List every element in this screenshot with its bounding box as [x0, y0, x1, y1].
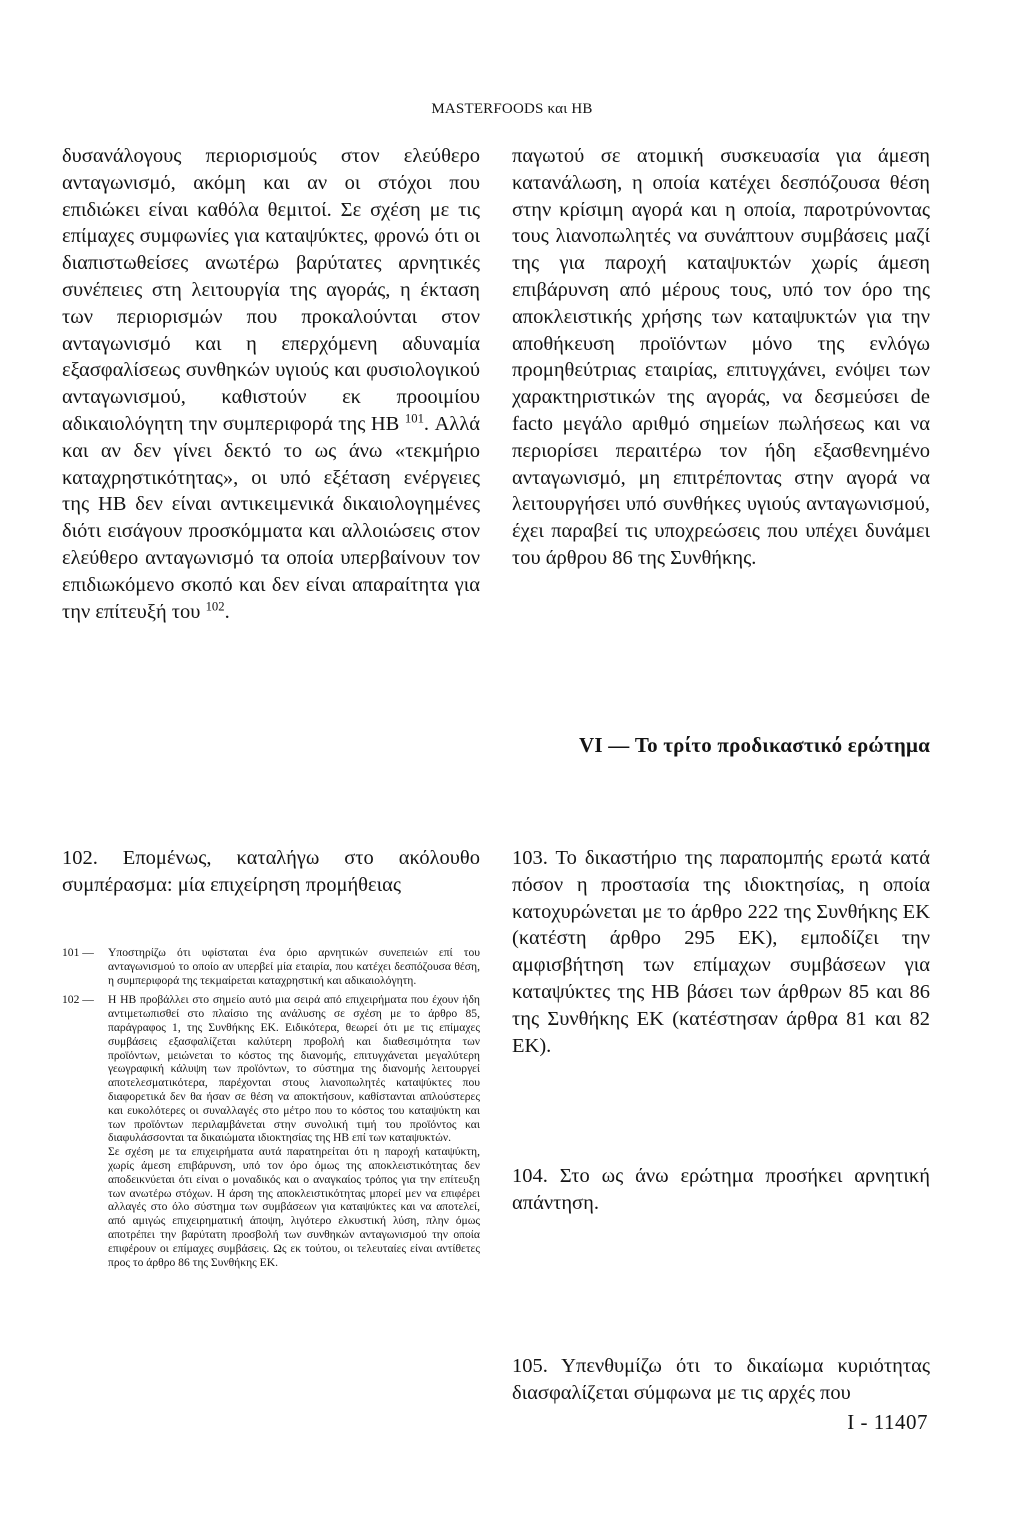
paragraph-continuation-left [62, 143, 480, 625]
footnote-continuation: Σε σχέση με τα επιχειρήματα αυτά παρατηρείται ότι η παροχή καταψύκτη, χωρίς άμεση επιβάρυνση, υπό τον όρο όμως της αποκλειστικότητας δεν αποδεικνύεται ότι είναι ο μοναδικός και ο αναγκαίος τρόπος για την επίτευξη των ανωτέρω στόχων. Η άρση της αποκλειστικότητας μπορεί μεν να επιφέρει αλλαγές στο όλο σύστημα των συμβάσεων για καταψύκτες και να αποτελεί, από αμιγώς επιχειρηματική άποψη, λιγότερο ελκυστική λύση, πλην όμως αποτρέπει την βαρύτατη προσβολή των συνθηκών ανταγωνισμού την οποία επιφέρουν οι επίμαχες συμβάσεις. Ως εκ τούτου, οι τελευταίες είναι αντίθετες προς το άρθρο 86 της Συνθήκης ΕΚ. [108, 1145, 480, 1269]
paragraph-105: 105. Υπενθυμίζω ότι το δικαίωμα κυριότητας διασφαλίζεται σύμφωνα με τις αρχές που [512, 1355, 930, 1404]
paragraph-103: 103. Το δικαστήριο της παραπομπής ερωτά κατά πόσον η προστασία της ιδιοκτησίας, η οποία κατοχυρώνεται με το άρθρο 222 της Συνθήκης ΕΚ (κατέστη άρθρο 295 ΕΚ), εμποδίζει την αμφισβήτηση των επίμαχων συμβάσεων για καταψύκτες της HB βάσει των άρθρων 85 και 86 της Συνθήκης ΕΚ (κατέστησαν άρθρα 81 και 82 ΕΚ). [512, 847, 930, 1057]
paragraph-102: 102. Επομένως, καταλήγω στο ακόλουθο συμπέρασμα: μία επιχείρηση προμήθειας [62, 847, 480, 896]
text-before-footnote-101: δυσανάλογους περιορισμούς στον ελεύθερο ανταγωνισμό, ακόμη και αν οι στόχοι που επιδιώκει είναι καθόλα θεμιτοί. Σε σχέση με τις επίμαχες συμφωνίες για καταψύκτες, φρονώ ότι οι διαπιστωθείσες ανωτέρω βαρύτατες αρνητικές συνέπειες στη λειτουργία της αγοράς, η έκταση των περιορισμών που προκαλούνται στον ανταγωνισμό και η επερχόμενη αδυναμία εξασφαλίσεως συνθηκών υγιούς και φυσιολογικού ανταγωνισμού, καθιστούν εκ προοιμίου αδικαιολόγητη την συμπεριφορά της HB [62, 145, 480, 435]
paragraph-continuation-right: παγωτού σε ατομική συσκευασία για άμεση κατανάλωση, η οποία κατέχει δεσπόζουσα θέση στην κρίσιμη αγορά και η οποία, παροτρύνοντας τους λιανοπωλητές να συνάπτουν συμβάσεις μαζί της για παροχή καταψυκτών χωρίς άμεση επιβάρυνση από μέρους τους, υπό τον όρο της αποκλειστικής χρήσης των καταψυκτών για την αποθήκευση προϊόντων μόνο της ενλόγω προμηθεύτριας εταιρίας, επιτυγχάνει, ενόψει των χαρακτηριστικών της αγοράς, να δεσμεύσει de facto μεγάλο αριθμό σημείων πωλήσεως και να περιορίσει περαιτέρω τον ήδη εξασθενημένο ανταγωνισμό, μη επιτρέποντας στην αγορά να λειτουργήσει υπό συνθήκες υγιούς ανταγωνισμού, έχει παραβεί τις υποχρεώσεις που υπέχει δυνάμει του άρθρου 86 της Συνθήκης. [512, 145, 930, 569]
footnote-number: 101 — [62, 946, 94, 959]
paragraph-104-block [512, 1163, 930, 1217]
paragraph-105-block [512, 1353, 930, 1407]
paragraph-103-block [512, 845, 930, 1059]
footnote-text: Η HB προβάλλει στο σημείο αυτό μια σειρά από επιχειρήματα που έχουν ήδη αντιμετωπισθεί στο πλαίσιο της ανάλυσης σε σχέση με το άρθρο 85, παράγραφος 1, της Συνθήκης ΕΚ. Ειδικότερα, θεωρεί ότι με τις επίμαχες συμβάσεις εξασφαλίζεται καλύτερη προβολή και διαθεσιμότητα των προϊόντων, μειώνεται το κόστος της διανομής, επιτυγχάνεται μεγαλύτερη γεωγραφική κάλυψη των προϊόντων, το σύστημα της διανομής λειτουργεί αποτελεσματικότερα, παρέχονται στους λιανοπωλητές καταψύκτες που διαφορετικά δεν θα ήσαν σε θέση να αποκτήσουν, καθίστανται απλούστερες και ευκολότερες οι συναλλαγές στο μέτρο που το κόστος του καταψύκτη και των προϊόντων περιλαμβάνεται στην συνολική τιμή του προϊόντος και διαφυλάσσονται τα δικαιώματα ιδιοκτησίας της HB επί των καταψυκτών. [108, 993, 480, 1145]
footnote-ref-101[interactable]: 101 [404, 411, 424, 426]
left-column-text [62, 143, 480, 625]
footnote-text: Υποστηρίζω ότι υφίσταται ένα όριο αρνητικών συνεπειών επί του ανταγωνισμού το οποίο αν υπερβεί μία εταιρία, που κατέχει δεσπόζουσα θέση, η συμπεριφορά της τεκμαίρεται καταχρηστική και αδικαιολόγητη. [108, 946, 480, 987]
text-after-footnote-101: . Αλλά και αν δεν γίνει δεκτό το ως άνω «τεκμήριο καταχρηστικότητας», οι υπό εξέταση ενέργειες της HB δεν είναι αντικειμενικά δικαιολογημένες διότι εισάγουν προσκόμματα και αλλοιώσεις στον ελεύθερο ανταγωνισμό τα οποία υπερβαίνουν τον επιδιωκόμενο σκοπό και δεν είναι απαραίτητα για την επίτευξή του [62, 412, 480, 623]
footnote-number: 102 — [62, 993, 94, 1007]
section-heading: VI — Το τρίτο προδικαστικό ερώτημα [579, 733, 930, 757]
text-end-period: . [224, 600, 230, 623]
footnotes [62, 946, 480, 1275]
running-header: MASTERFOODS και HB [431, 101, 593, 117]
paragraph-102-block [62, 845, 480, 899]
footnote-101 [62, 946, 480, 987]
page-number: I - 11407 [847, 1410, 928, 1434]
paragraph-104: 104. Στο ως άνω ερώτημα προσήκει αρνητική απάντηση. [512, 1165, 930, 1214]
right-column-text [512, 143, 930, 572]
footnote-102 [62, 993, 480, 1269]
footnote-ref-102[interactable]: 102 [205, 598, 225, 613]
